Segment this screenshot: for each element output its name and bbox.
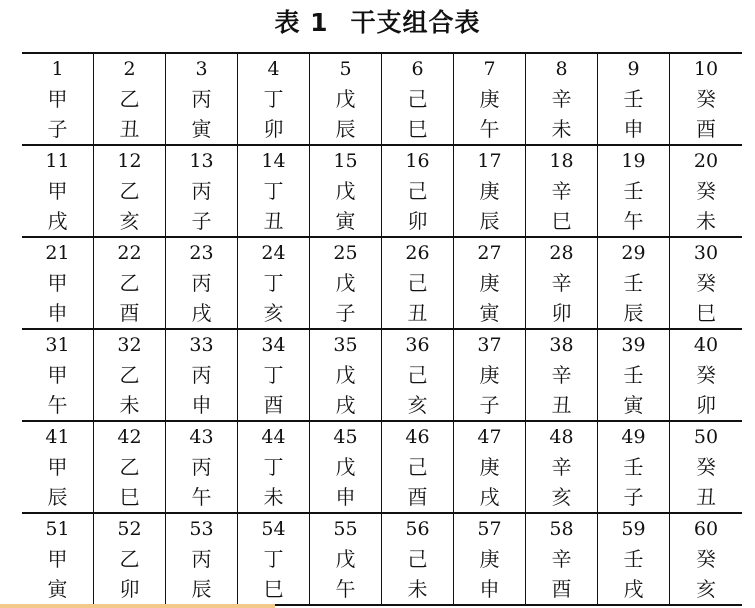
cell-stem: 乙	[119, 87, 140, 111]
table-cell	[382, 54, 454, 144]
cell-branch: 巳	[696, 301, 716, 325]
table-cell	[94, 238, 166, 328]
cell-number: 51	[45, 518, 70, 540]
cell-number: 56	[405, 518, 430, 540]
cell-branch: 戌	[623, 577, 644, 601]
cell-stem: 丙	[191, 363, 212, 387]
table-cell	[382, 238, 454, 328]
cell-stem: 癸	[696, 547, 716, 571]
cell-stem: 庚	[479, 271, 500, 295]
cell-stem: 丁	[263, 363, 284, 387]
cell-number: 60	[693, 518, 719, 540]
table-cell	[94, 514, 166, 604]
table-row	[22, 238, 742, 330]
cell-stem: 癸	[696, 271, 716, 295]
cell-stem: 丁	[263, 455, 284, 479]
cell-branch: 午	[47, 393, 68, 417]
table-cell	[382, 514, 454, 604]
table-cell	[310, 146, 382, 236]
table-cell	[382, 422, 454, 512]
cell-branch: 戌	[47, 209, 68, 233]
cell-number: 12	[117, 150, 142, 172]
table-cell	[22, 238, 94, 328]
cell-stem: 乙	[119, 455, 140, 479]
cell-branch: 巳	[263, 577, 284, 601]
table-cell	[598, 146, 670, 236]
cell-number: 17	[477, 150, 502, 172]
table-cell	[22, 54, 94, 144]
cell-stem: 甲	[47, 455, 68, 479]
cell-stem: 庚	[479, 363, 500, 387]
cell-branch: 子	[191, 209, 212, 233]
cell-number: 18	[549, 150, 574, 172]
cell-branch: 未	[696, 209, 716, 233]
cell-number: 2	[123, 58, 136, 80]
cell-stem: 辛	[551, 87, 572, 111]
cell-branch: 子	[479, 393, 500, 417]
cell-number: 52	[117, 518, 142, 540]
cell-stem: 己	[407, 179, 428, 203]
cell-stem: 庚	[479, 179, 500, 203]
cell-number: 4	[267, 58, 280, 80]
cell-number: 5	[339, 58, 352, 80]
cell-stem: 己	[407, 87, 428, 111]
cell-branch: 丑	[696, 485, 716, 509]
cell-stem: 壬	[623, 271, 644, 295]
cell-number: 21	[45, 242, 70, 264]
cell-stem: 乙	[119, 363, 140, 387]
cell-stem: 辛	[551, 363, 572, 387]
cell-stem: 乙	[119, 179, 140, 203]
cell-number: 59	[621, 518, 646, 540]
cell-number: 44	[261, 426, 286, 448]
table-cell	[670, 238, 742, 328]
cell-number: 30	[693, 242, 719, 264]
cell-number: 27	[477, 242, 502, 264]
cell-branch: 午	[335, 577, 356, 601]
cell-stem: 戊	[335, 87, 356, 111]
cell-number: 14	[261, 150, 286, 172]
cell-branch: 卯	[551, 301, 572, 325]
table-cell	[238, 54, 310, 144]
cell-branch: 巳	[551, 209, 572, 233]
table-cell	[598, 238, 670, 328]
cell-stem: 丁	[263, 547, 284, 571]
cell-stem: 辛	[551, 271, 572, 295]
cell-branch: 寅	[479, 301, 500, 325]
cell-number: 7	[483, 58, 496, 80]
cell-branch: 戌	[191, 301, 212, 325]
table-cell	[310, 54, 382, 144]
cell-number: 11	[45, 150, 70, 172]
cell-branch: 午	[191, 485, 212, 509]
table-cell	[454, 422, 526, 512]
cell-stem: 庚	[479, 455, 500, 479]
table-cell	[598, 330, 670, 420]
cell-branch: 子	[47, 117, 68, 141]
cell-branch: 子	[623, 485, 644, 509]
table-cell	[22, 514, 94, 604]
table-row	[22, 422, 742, 514]
table-cell	[22, 422, 94, 512]
cell-stem: 癸	[696, 179, 716, 203]
bottom-edge-strip	[0, 604, 275, 608]
cell-number: 45	[333, 426, 358, 448]
cell-stem: 癸	[696, 455, 716, 479]
cell-number: 50	[693, 426, 719, 448]
cell-stem: 丙	[191, 547, 212, 571]
cell-number: 6	[411, 58, 424, 80]
table-cell	[382, 146, 454, 236]
cell-number: 31	[45, 334, 70, 356]
cell-number: 34	[261, 334, 286, 356]
cell-stem: 戊	[335, 271, 356, 295]
cell-stem: 甲	[47, 179, 68, 203]
cell-stem: 丙	[191, 179, 212, 203]
cell-stem: 辛	[551, 179, 572, 203]
cell-stem: 丙	[191, 271, 212, 295]
cell-branch: 午	[479, 117, 500, 141]
cell-number: 9	[627, 58, 640, 80]
table-cell	[166, 238, 238, 328]
table-cell	[454, 330, 526, 420]
table-cell	[22, 330, 94, 420]
cell-stem: 庚	[479, 547, 500, 571]
cell-branch: 申	[191, 393, 212, 417]
cell-stem: 丁	[263, 271, 284, 295]
cell-stem: 壬	[623, 547, 644, 571]
cell-branch: 子	[335, 301, 356, 325]
cell-branch: 丑	[551, 393, 572, 417]
cell-branch: 巳	[407, 117, 428, 141]
cell-stem: 壬	[623, 363, 644, 387]
cell-number: 58	[549, 518, 574, 540]
cell-number: 57	[477, 518, 502, 540]
table-cell	[166, 514, 238, 604]
table-cell	[526, 54, 598, 144]
table-cell	[94, 54, 166, 144]
table-row	[22, 330, 742, 422]
cell-stem: 戊	[335, 547, 356, 571]
cell-stem: 癸	[696, 87, 716, 111]
table-cell	[670, 422, 742, 512]
cell-stem: 甲	[47, 87, 68, 111]
cell-number: 48	[549, 426, 574, 448]
cell-number: 22	[117, 242, 142, 264]
table-cell	[238, 514, 310, 604]
cell-number: 49	[621, 426, 646, 448]
table-cell	[598, 54, 670, 144]
ganzhi-table	[22, 52, 742, 606]
cell-stem: 丙	[191, 455, 212, 479]
cell-stem: 癸	[696, 363, 716, 387]
cell-branch: 未	[407, 577, 428, 601]
cell-number: 43	[189, 426, 214, 448]
cell-number: 53	[189, 518, 214, 540]
cell-number: 8	[555, 58, 568, 80]
cell-stem: 乙	[119, 547, 140, 571]
cell-branch: 申	[623, 117, 644, 141]
table-row	[22, 54, 742, 146]
cell-stem: 甲	[47, 363, 68, 387]
cell-number: 40	[693, 334, 719, 356]
table-cell	[310, 422, 382, 512]
cell-stem: 壬	[623, 455, 644, 479]
table-cell	[310, 238, 382, 328]
cell-branch: 未	[119, 393, 140, 417]
cell-branch: 辰	[623, 301, 644, 325]
table-cell	[22, 146, 94, 236]
cell-stem: 庚	[479, 87, 500, 111]
table-cell	[670, 514, 742, 604]
cell-branch: 寅	[623, 393, 644, 417]
cell-branch: 亥	[407, 393, 428, 417]
cell-branch: 亥	[551, 485, 572, 509]
cell-number: 19	[621, 150, 646, 172]
table-number: 表 1	[274, 8, 329, 37]
cell-branch: 亥	[696, 577, 716, 601]
cell-branch: 戌	[479, 485, 500, 509]
cell-branch: 亥	[263, 301, 284, 325]
table-cell	[454, 514, 526, 604]
table-cell	[94, 422, 166, 512]
cell-number: 16	[405, 150, 430, 172]
cell-branch: 午	[623, 209, 644, 233]
cell-stem: 丁	[263, 87, 284, 111]
table-cell	[166, 330, 238, 420]
cell-number: 29	[621, 242, 646, 264]
cell-number: 23	[189, 242, 214, 264]
table-cell	[94, 146, 166, 236]
cell-branch: 亥	[119, 209, 140, 233]
table-title-text: 干支组合表	[350, 8, 481, 37]
cell-stem: 甲	[47, 547, 68, 571]
cell-number: 20	[693, 150, 719, 172]
table-cell	[238, 330, 310, 420]
cell-stem: 壬	[623, 179, 644, 203]
cell-number: 33	[189, 334, 214, 356]
table-cell	[670, 146, 742, 236]
table-cell	[526, 330, 598, 420]
cell-number: 47	[477, 426, 502, 448]
table-cell	[598, 514, 670, 604]
cell-number: 10	[693, 58, 719, 80]
cell-number: 25	[333, 242, 358, 264]
cell-branch: 卯	[263, 117, 284, 141]
table-cell	[598, 422, 670, 512]
cell-number: 37	[477, 334, 502, 356]
cell-branch: 酉	[551, 577, 572, 601]
cell-stem: 己	[407, 271, 428, 295]
cell-branch: 寅	[335, 209, 356, 233]
table-row	[22, 514, 742, 604]
table-cell	[454, 54, 526, 144]
cell-stem: 戊	[335, 363, 356, 387]
cell-number: 15	[333, 150, 358, 172]
table-cell	[382, 330, 454, 420]
cell-branch: 酉	[696, 117, 716, 141]
table-cell	[310, 330, 382, 420]
cell-branch: 卯	[119, 577, 140, 601]
cell-branch: 辰	[335, 117, 356, 141]
cell-number: 54	[261, 518, 286, 540]
table-cell	[526, 422, 598, 512]
cell-branch: 申	[479, 577, 500, 601]
cell-branch: 酉	[407, 485, 428, 509]
cell-branch: 酉	[119, 301, 140, 325]
cell-stem: 丁	[263, 179, 284, 203]
cell-branch: 戌	[335, 393, 356, 417]
cell-number: 46	[405, 426, 430, 448]
cell-number: 42	[117, 426, 142, 448]
table-cell	[166, 422, 238, 512]
cell-number: 32	[117, 334, 142, 356]
cell-branch: 申	[335, 485, 356, 509]
cell-branch: 巳	[119, 485, 140, 509]
cell-branch: 辰	[191, 577, 212, 601]
table-cell	[166, 146, 238, 236]
cell-branch: 卯	[696, 393, 716, 417]
table-cell	[238, 146, 310, 236]
table-cell	[670, 330, 742, 420]
table-cell	[454, 146, 526, 236]
cell-stem: 甲	[47, 271, 68, 295]
cell-number: 35	[333, 334, 358, 356]
cell-branch: 未	[263, 485, 284, 509]
table-cell	[238, 238, 310, 328]
cell-branch: 寅	[47, 577, 68, 601]
cell-branch: 辰	[47, 485, 68, 509]
cell-stem: 戊	[335, 179, 356, 203]
cell-branch: 辰	[479, 209, 500, 233]
table-cell	[454, 238, 526, 328]
cell-branch: 寅	[191, 117, 212, 141]
cell-branch: 申	[47, 301, 68, 325]
cell-number: 3	[195, 58, 208, 80]
cell-number: 13	[189, 150, 214, 172]
cell-branch: 未	[551, 117, 572, 141]
table-cell	[526, 514, 598, 604]
cell-number: 24	[261, 242, 286, 264]
cell-stem: 辛	[551, 455, 572, 479]
cell-stem: 己	[407, 455, 428, 479]
table-cell	[526, 238, 598, 328]
cell-number: 1	[51, 58, 64, 80]
cell-number: 28	[549, 242, 574, 264]
cell-stem: 乙	[119, 271, 140, 295]
cell-stem: 辛	[551, 547, 572, 571]
cell-stem: 己	[407, 363, 428, 387]
cell-number: 39	[621, 334, 646, 356]
cell-branch: 丑	[407, 301, 428, 325]
cell-stem: 戊	[335, 455, 356, 479]
table-cell	[94, 330, 166, 420]
cell-number: 26	[405, 242, 430, 264]
cell-branch: 酉	[263, 393, 284, 417]
table-cell	[526, 146, 598, 236]
cell-stem: 己	[407, 547, 428, 571]
table-cell	[166, 54, 238, 144]
cell-branch: 卯	[407, 209, 428, 233]
table-cell	[670, 54, 742, 144]
cell-stem: 丙	[191, 87, 212, 111]
cell-stem: 壬	[623, 87, 644, 111]
cell-number: 55	[333, 518, 358, 540]
table-row	[22, 146, 742, 238]
cell-number: 38	[549, 334, 574, 356]
table-cell	[238, 422, 310, 512]
cell-number: 36	[405, 334, 430, 356]
cell-branch: 丑	[119, 117, 140, 141]
cell-number: 41	[45, 426, 70, 448]
cell-branch: 丑	[263, 209, 284, 233]
table-cell	[310, 514, 382, 604]
table-title	[0, 6, 755, 40]
